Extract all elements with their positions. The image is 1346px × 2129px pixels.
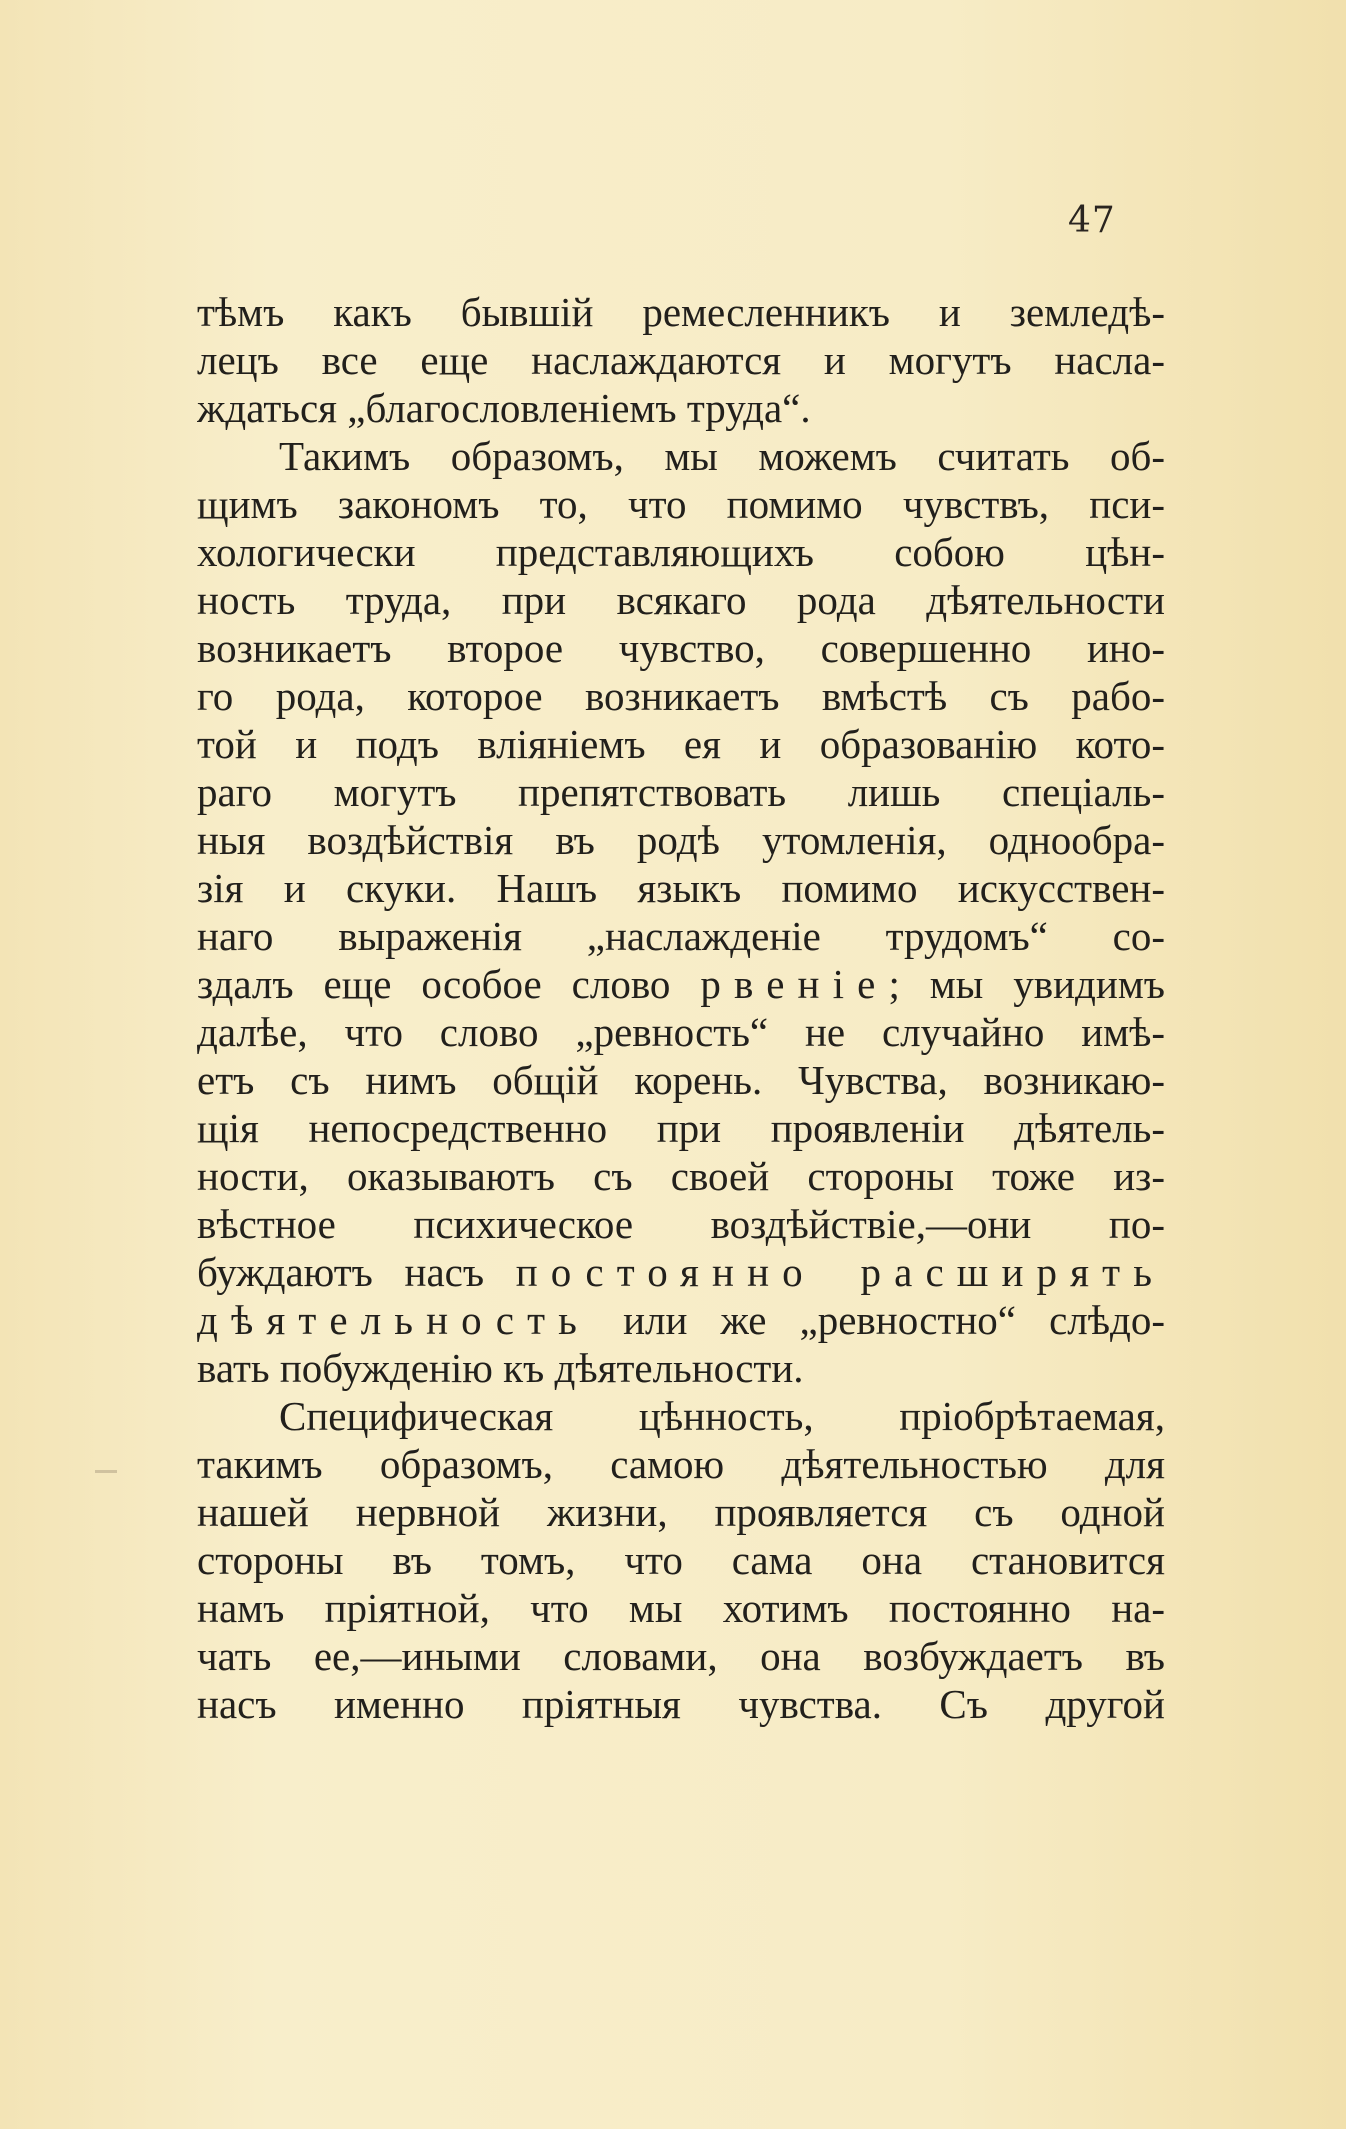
text-line: далѣе, что слово „ревность“ не случайно имѣ- <box>197 1009 1165 1055</box>
text-line <box>197 960 1165 1008</box>
paragraph-start-line: Специфическая цѣнность, пріобрѣтаемая, <box>279 1393 1165 1439</box>
text-line: зія и скуки. Нашъ языкъ помимо искусствен- <box>197 865 1165 911</box>
margin-mark <box>95 1470 117 1473</box>
text-line: щимъ закономъ то, что помимо чувствъ, пси- <box>197 481 1165 527</box>
text-line: лецъ все еще наслаждаются и могутъ насла- <box>197 337 1165 383</box>
spaced-word: рвеніе <box>700 961 889 1007</box>
text-line: нашей нервной жизни, проявляется съ одной <box>197 1489 1165 1535</box>
paragraph-start-line: Такимъ образомъ, мы можемъ считать об- <box>279 433 1165 479</box>
text-line: ныя воздѣйствія въ родѣ утомленія, однообра- <box>197 817 1165 863</box>
text-line: раго могутъ препятствовать лишь спеціаль- <box>197 769 1165 815</box>
text-line: наго выраженія „наслажденіе трудомъ“ со- <box>197 913 1165 959</box>
text-line: вать побужденію къ дѣятельности. <box>197 1345 804 1391</box>
text-line: тѣмъ какъ бывшій ремесленникъ и земледѣ- <box>197 289 1165 335</box>
text-line: щія непосредственно при проявленіи дѣятель- <box>197 1105 1165 1151</box>
text-segment: буждаютъ насъ <box>197 1249 485 1295</box>
text-line <box>197 1248 1165 1296</box>
text-segment: здалъ еще особое слово <box>197 961 671 1007</box>
text-line <box>197 1296 1165 1344</box>
text-line: той и подъ вліяніемъ ея и образованію кото- <box>197 721 1165 767</box>
spaced-phrase: постоянно расширять <box>515 1249 1165 1295</box>
text-line: такимъ образомъ, самою дѣятельностью для <box>197 1441 1165 1487</box>
body-text <box>197 288 1165 1728</box>
text-line: етъ съ нимъ общій корень. Чувства, возникаю- <box>197 1057 1165 1103</box>
text-line: возникаетъ второе чувство, совершенно ино- <box>197 625 1165 671</box>
text-line: стороны въ томъ, что сама она становится <box>197 1537 1165 1583</box>
page-number: 47 <box>1068 200 1116 241</box>
text-line: го рода, которое возникаетъ вмѣстѣ съ рабо- <box>197 673 1165 719</box>
spaced-word: дѣятельность <box>197 1297 590 1343</box>
text-line: насъ именно пріятныя чувства. Съ другой <box>197 1681 1165 1727</box>
text-line: чать ее,—иными словами, она возбуждаетъ въ <box>197 1633 1165 1679</box>
text-line: хологически представляющихъ собою цѣн- <box>197 529 1165 575</box>
text-line: намъ пріятной, что мы хотимъ постоянно на- <box>197 1585 1165 1631</box>
text-line: вѣстное психическое воздѣйствіе,—они по- <box>197 1201 1165 1247</box>
text-line: ждаться „благословленіемъ труда“. <box>197 385 811 431</box>
text-line: ность труда, при всякаго рода дѣятельности <box>197 577 1165 623</box>
text-segment: или же „ревностно“ слѣдо- <box>623 1297 1165 1343</box>
text-line: ности, оказываютъ съ своей стороны тоже из- <box>197 1153 1165 1199</box>
text-segment: ; мы увидимъ <box>888 961 1165 1007</box>
